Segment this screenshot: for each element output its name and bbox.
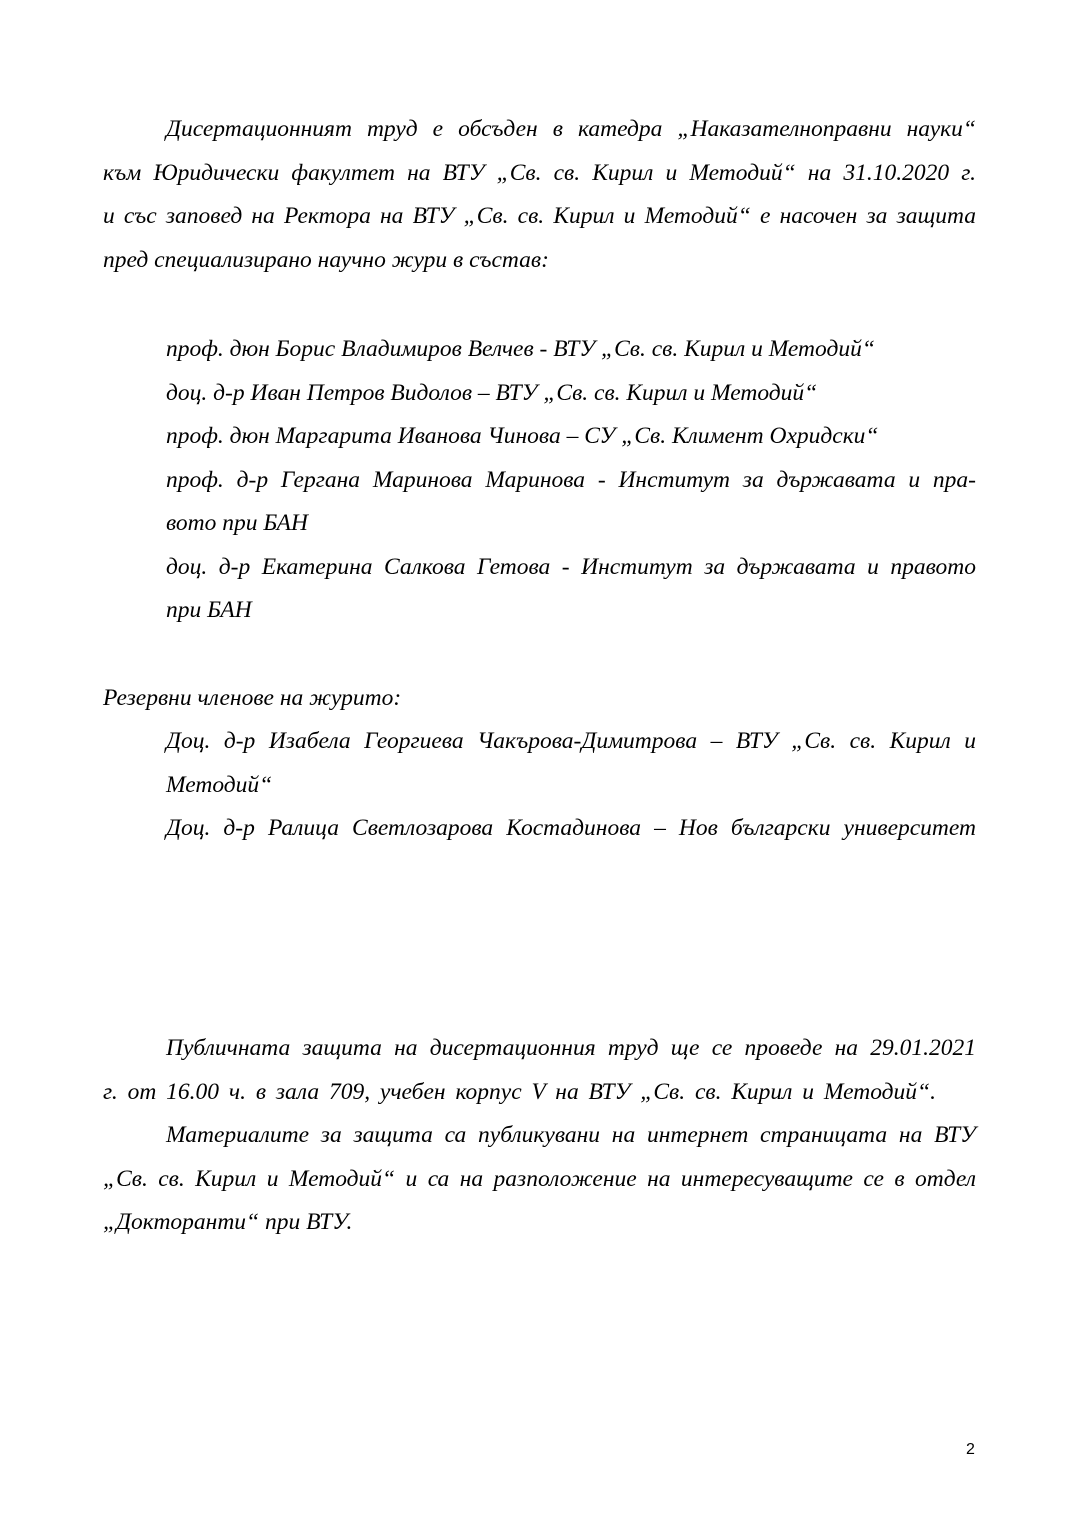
- reserve-member: Доц. д-р Изабела Георгиева Чакърова-Димитрова – ВТУ „Св. св. Кирил и: [166, 728, 976, 754]
- jury-member-continuation: вото при БАН: [166, 510, 308, 536]
- jury-member: доц. д-р Екатерина Салкова Гетова - Институт за държавата и правото: [166, 553, 976, 580]
- defense-paragraph: [103, 1027, 976, 1245]
- intro-line: към Юридически факултет на ВТУ „Св. св. Кирил и Методий“ на 31.10.2020 г.: [103, 159, 976, 186]
- jury-member: проф. дюн Борис Владимиров Велчев - ВТУ „Св. св. Кирил и Методий“: [166, 336, 875, 362]
- materials-line: Материалите за защита са публикувани на интернет страницата на ВТУ: [166, 1122, 976, 1148]
- intro-paragraph: [103, 108, 976, 282]
- reserve-list: [166, 720, 976, 851]
- reserve-heading: Резервни членове на журито:: [103, 685, 402, 711]
- jury-member-continuation: при БАН: [166, 597, 252, 623]
- reserve-member: Доц. д-р Ралица Светлозарова Костадинова – Нов български университет: [166, 815, 976, 841]
- defense-line: г. от 16.00 ч. в зала 709, учебен корпус V на ВТУ „Св. св. Кирил и Методий“.: [103, 1078, 936, 1105]
- page-number: 2: [966, 1441, 975, 1458]
- materials-line: „Докторанти“ при ВТУ.: [103, 1209, 353, 1235]
- reserve-member-continuation: Методий“: [166, 771, 273, 798]
- intro-line: Дисертационният труд е обсъден в катедра „Наказателноправни науки“: [166, 116, 976, 142]
- intro-line: и със заповед на Ректора на ВТУ „Св. св. Кирил и Методий“ е насочен за защита: [103, 203, 976, 229]
- defense-line: Публичната защита на дисертационния труд ще се проведе на 29.01.2021: [166, 1035, 976, 1061]
- jury-list: [166, 328, 976, 633]
- intro-line: пред специализирано научно жури в състав:: [103, 246, 549, 273]
- jury-member: проф. дюн Маргарита Иванова Чинова – СУ „Св. Климент Охридски“: [166, 423, 879, 449]
- jury-member: доц. д-р Иван Петров Видолов – ВТУ „Св. св. Кирил и Методий“: [166, 379, 818, 406]
- materials-line: „Св. св. Кирил и Методий“ и са на разположение на интересуващите се в отдел: [103, 1165, 976, 1192]
- jury-member: проф. д-р Гергана Маринова Маринова - Институт за държавата и пра-: [166, 466, 976, 493]
